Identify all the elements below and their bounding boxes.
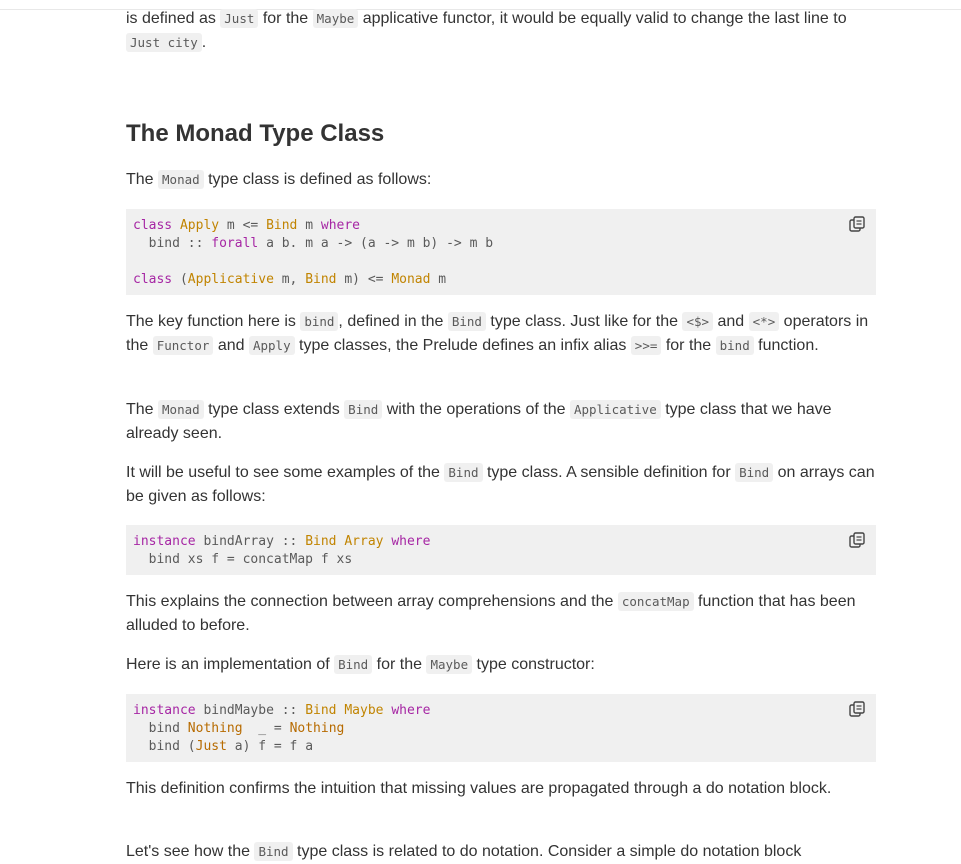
copy-icon[interactable] [848,531,866,549]
paragraph-do-notation: Let's see how the Bind type class is related to do notation. Consider a simple do notation block [126,843,802,860]
paragraph-concatmap: This explains the connection between array comprehensions and the concatMap function that has been alluded to before. [126,593,856,634]
code-block-bind-array: instance bindArray :: Bind Array where bind xs f = concatMap f xs [126,525,876,575]
code-block-monad: class Apply m <= Bind m where bind :: forall a b. m a -> (a -> m b) -> m b class (Applicative m, Bind m) <= Monad m [126,209,876,295]
copy-icon[interactable] [848,700,866,718]
code-block-bind-maybe: instance bindMaybe :: Bind Maybe where bind Nothing _ = Nothing bind (Just a) f = f a [126,694,876,762]
paragraph-bind-examples: It will be useful to see some examples of the Bind type class. A sensible definition for Bind on arrays can be given as follows: [126,464,875,505]
section-heading: The Monad Type Class [126,120,385,147]
paragraph-maybe-impl: Here is an implementation of Bind for the Maybe type constructor: [126,656,595,673]
paragraph-monad-extends: The Monad type class extends Bind with the operations of the Applicative type class that we have already seen. [126,401,832,442]
copy-icon[interactable] [848,215,866,233]
paragraph-intro: is defined as Just for the Maybe applicative functor, it would be equally valid to change the last line to Just city . [126,10,847,51]
paragraph-bind-explained: The key function here is bind , defined in the Bind type class. Just like for the <$> and <*> operators in the Functor and Apply type classes, the Prelude defines an infix alias >>= for the bind function. [126,313,869,354]
paragraph-monad-def: The Monad type class is defined as follows: [126,171,432,188]
paragraph-intuition: This definition confirms the intuition that missing values are propagated through a do notation block. [126,780,832,797]
